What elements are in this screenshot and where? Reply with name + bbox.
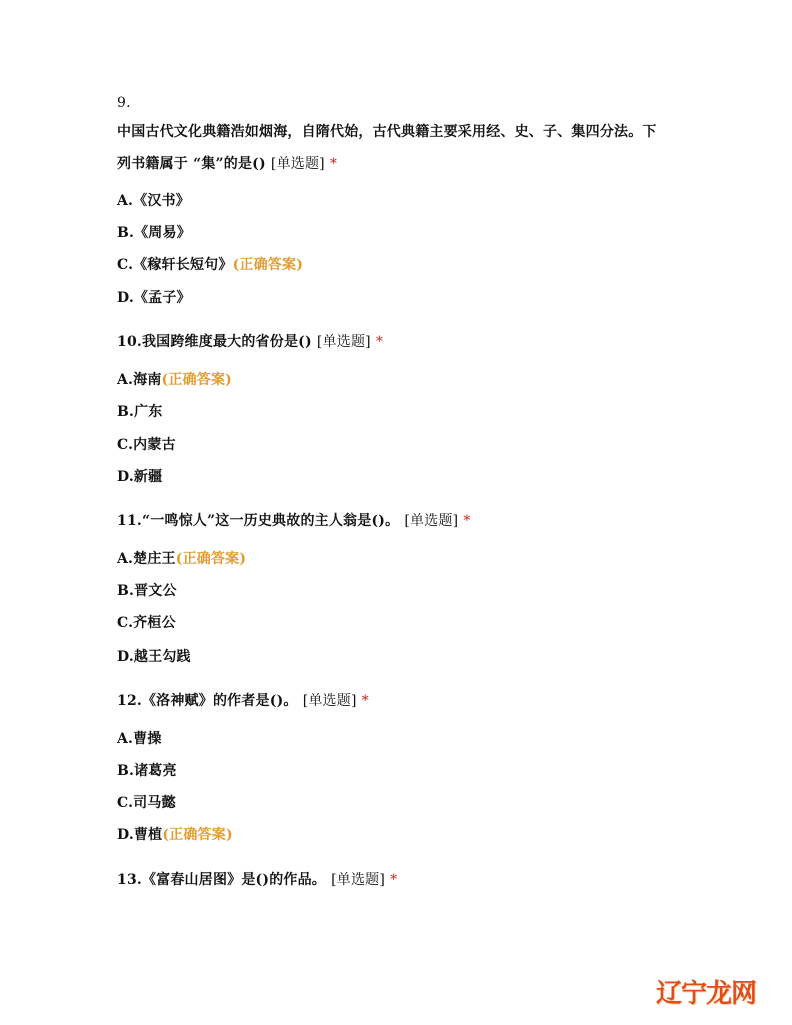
watermark-text: 辽宁龙网: [656, 979, 757, 1009]
required-mark: *: [329, 156, 338, 172]
option-12d: D.曹植(正确答案): [117, 827, 233, 843]
question-9-number: 9.: [117, 95, 131, 111]
question-12-text: 12.《洛神赋》的作者是()。 [单选题] *: [117, 693, 369, 709]
option-12c: C.司马懿: [117, 795, 176, 811]
option-12b: B.诸葛亮: [117, 763, 177, 779]
option-9a: A.《汉书》: [117, 193, 190, 209]
question-type-tag: [单选题]: [316, 334, 371, 350]
question-9-text: 列书籍属于 “集”的是(): [117, 156, 266, 172]
question-9-text-line1: 中国古代文化典籍浩如烟海，自隋代始，古代典籍主要采用经、史、子、集四分法。下: [117, 124, 657, 140]
option-10a: A.海南(正确答案): [117, 372, 232, 388]
option-11a: A.楚庄王(正确答案): [117, 551, 247, 567]
option-10d: D.新疆: [117, 469, 163, 485]
question-10-text: 10.我国跨维度最大的省份是() [单选题] *: [117, 334, 384, 350]
required-mark: *: [361, 693, 369, 709]
option-10c: C.内蒙古: [117, 437, 176, 453]
option-9b: B.《周易》: [117, 225, 191, 241]
option-9c: C.《稼轩长短句》(正确答案): [117, 257, 304, 273]
question-type-tag: [单选题]: [302, 693, 357, 709]
option-11c: C.齐桓公: [117, 615, 176, 631]
question-13-text: 13.《富春山居图》是()的作品。 [单选题] *: [117, 872, 398, 888]
option-10b: B.广东: [117, 404, 163, 420]
correct-answer-badge: (正确答案): [175, 551, 247, 567]
option-9d: D.《孟子》: [117, 290, 191, 306]
option-11d: D.越王勾践: [117, 649, 191, 665]
correct-answer-badge: (正确答案): [161, 372, 232, 388]
question-9-text-line2: [117, 155, 337, 173]
required-mark: *: [390, 872, 398, 888]
required-mark: *: [375, 334, 384, 350]
required-mark: *: [463, 513, 471, 529]
correct-answer-badge: (正确答案): [232, 257, 304, 273]
question-11-text: 11.“一鸣惊人”这一历史典故的主人翁是()。 [单选题] *: [117, 513, 471, 529]
watermark-logo: [656, 976, 760, 1016]
option-12a: A.曹操: [117, 731, 162, 747]
question-type-tag: [单选题]: [331, 872, 386, 888]
correct-answer-badge: (正确答案): [162, 827, 233, 843]
question-type-tag: [单选题]: [270, 156, 325, 172]
option-11b: B.晋文公: [117, 583, 177, 599]
question-type-tag: [单选题]: [404, 513, 459, 529]
